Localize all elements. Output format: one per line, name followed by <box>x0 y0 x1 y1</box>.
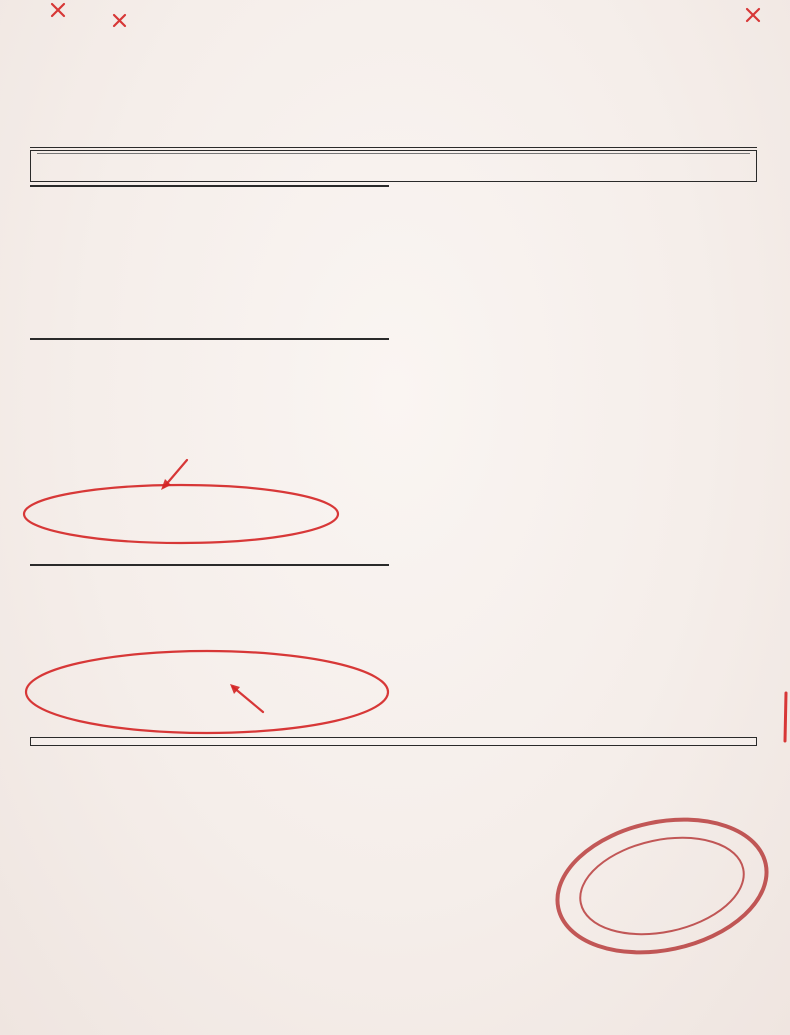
stamp-inner-ring <box>571 824 753 949</box>
red-arrowhead-icon <box>230 684 240 694</box>
red-circle-annotation-1 <box>24 485 338 543</box>
red-circle-annotation-2 <box>26 651 388 733</box>
red-arrowhead-icon <box>161 479 171 490</box>
red-arrow-1 <box>164 460 187 487</box>
company-stamp <box>538 796 785 976</box>
sample-name-row <box>37 153 750 154</box>
crop-mark-icon <box>747 9 759 21</box>
transmittance-plot <box>398 185 762 421</box>
standard-table-as-nzs <box>30 564 389 566</box>
stamp-outer-ring <box>545 801 779 970</box>
standard-table-en-iso <box>30 338 389 340</box>
chromaticity-plot <box>398 453 762 705</box>
crop-mark-icon <box>114 15 125 26</box>
red-arrow-2 <box>233 687 263 712</box>
standard-table-ansi <box>30 185 389 187</box>
spectrum-data-table <box>30 737 757 746</box>
header-divider <box>30 147 757 148</box>
color-limit-chart <box>398 452 762 720</box>
scan-artifact-line <box>785 693 786 741</box>
crop-mark-icon <box>52 4 64 16</box>
sample-info-box <box>30 150 757 182</box>
document-header <box>0 60 790 68</box>
transmittance-spectrum-chart <box>398 184 762 436</box>
